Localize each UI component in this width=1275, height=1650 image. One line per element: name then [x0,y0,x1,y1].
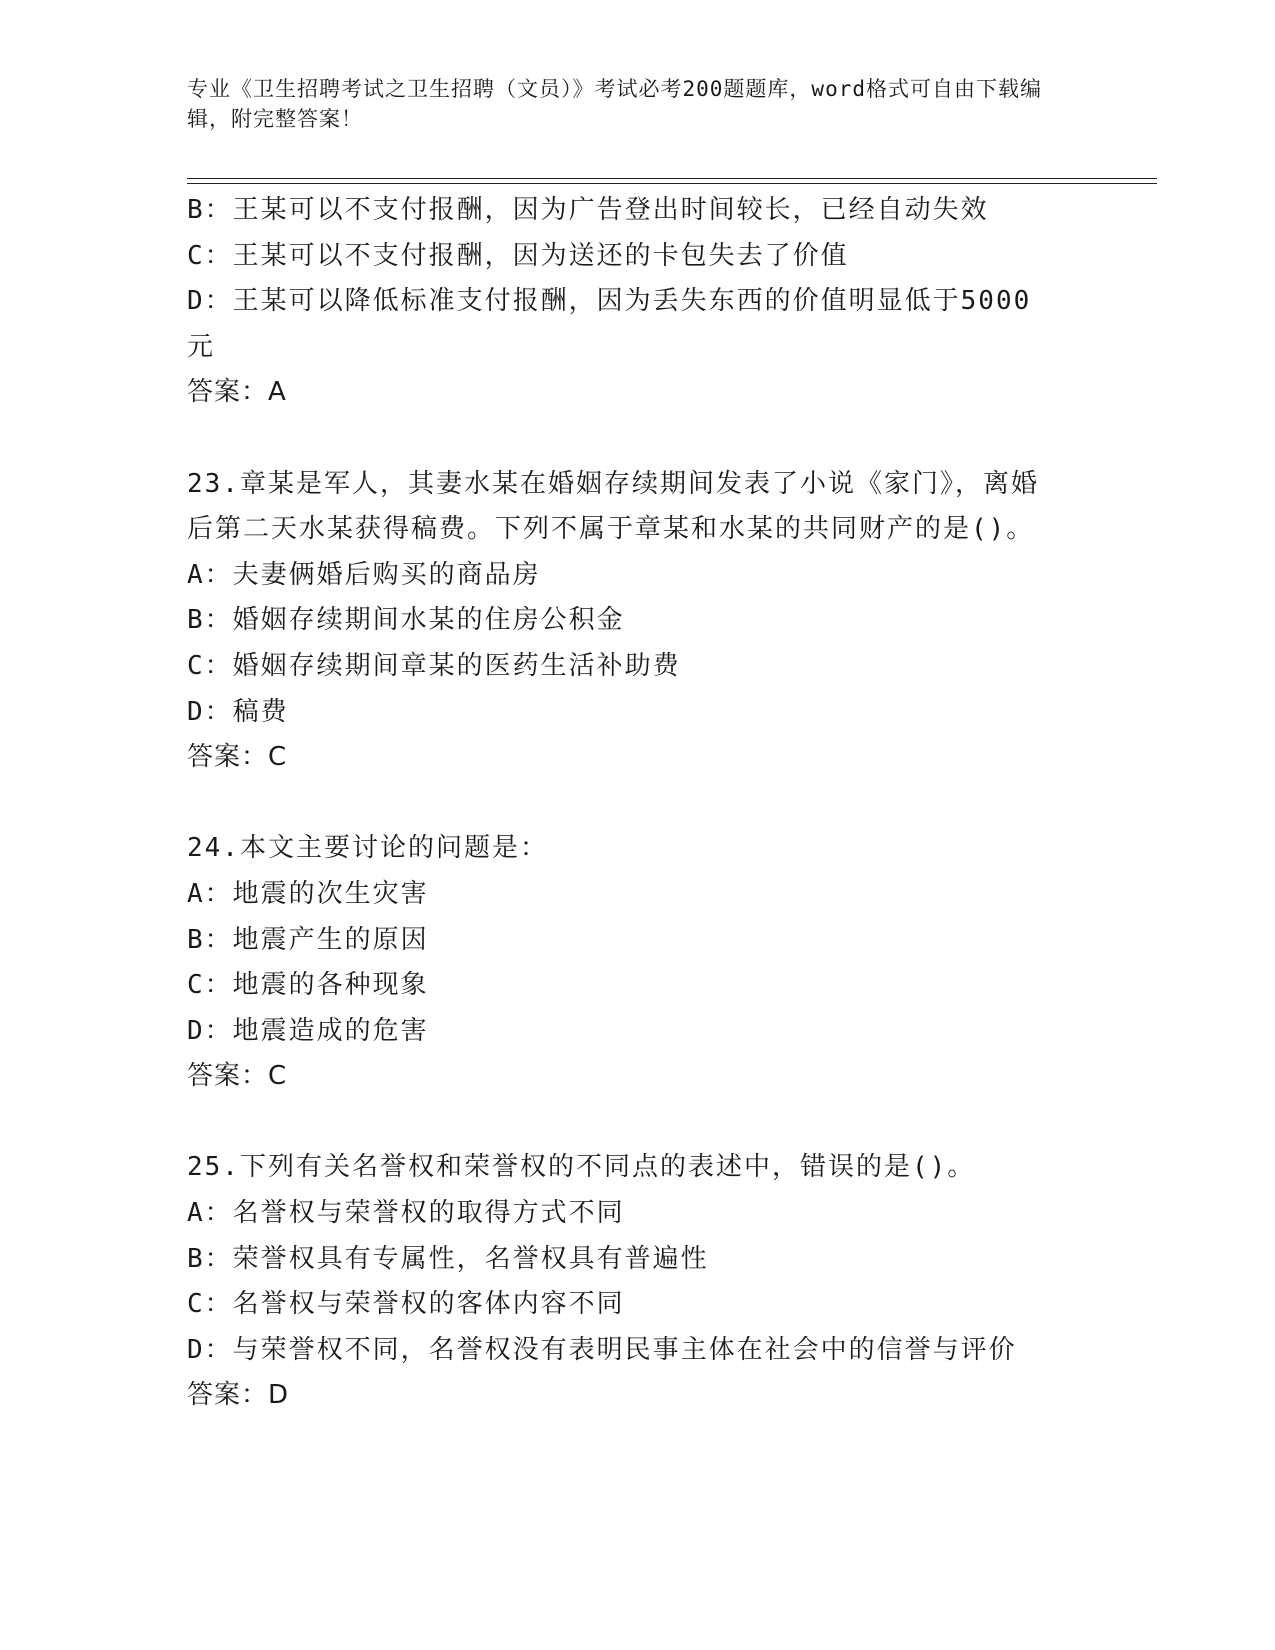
option-a: A：夫妻俩婚后购买的商品房 [187,559,541,590]
question-24 [187,826,1087,1100]
spacer [187,1100,1087,1146]
spacer [187,416,1087,462]
question-23 [187,462,1087,781]
question-25 [187,1145,1087,1419]
option-b: B：地震产生的原因 [187,924,429,955]
answer-line: 答案：A [187,377,287,408]
header-divider-top [187,178,1157,179]
question-stem: 23.章某是军人，其妻水某在婚姻存续期间发表了小说《家门》，离婚后第二天水某获得稿费。下列不属于章某和水某的共同财产的是()。 [187,468,1039,545]
option-d: D：王某可以降低标准支付报酬，因为丢失东西的价值明显低于5000元 [187,286,1032,362]
option-c: C：名誉权与荣誉权的客体内容不同 [187,1289,625,1320]
option-c: C：婚姻存续期间章某的医药生活补助费 [187,650,681,681]
answer-line: 答案：C [187,1061,288,1092]
option-a: A：名誉权与荣誉权的取得方式不同 [187,1198,625,1229]
document-header: 专业《卫生招聘考试之卫生招聘（文员）》考试必考200题题库，word格式可自由下载编辑，附完整答案！ [187,77,1042,131]
question-content [187,188,1087,1419]
option-a: A：地震的次生灾害 [187,878,429,909]
header-divider-bottom [187,183,1157,184]
answer-line: 答案：C [187,742,288,773]
option-c: C：王某可以不支付报酬，因为送还的卡包失去了价值 [187,240,849,271]
previous-question-block [187,188,1087,416]
option-b: B：荣誉权具有专属性，名誉权具有普遍性 [187,1243,709,1274]
option-b: B：王某可以不支付报酬，因为广告登出时间较长，已经自动失效 [187,195,989,225]
option-c: C：地震的各种现象 [187,970,429,1001]
option-b: B：婚姻存续期间水某的住房公积金 [187,605,625,636]
question-stem: 25.下列有关名誉权和荣誉权的不同点的表述中，错误的是()。 [187,1152,976,1183]
option-d: D：稿费 [187,696,289,727]
spacer [187,781,1087,827]
option-d: D：地震造成的危害 [187,1015,429,1046]
option-d: D：与荣誉权不同，名誉权没有表明民事主体在社会中的信誉与评价 [187,1334,1017,1365]
answer-line: 答案：D [187,1380,290,1411]
question-stem: 24.本文主要讨论的问题是： [187,833,548,864]
